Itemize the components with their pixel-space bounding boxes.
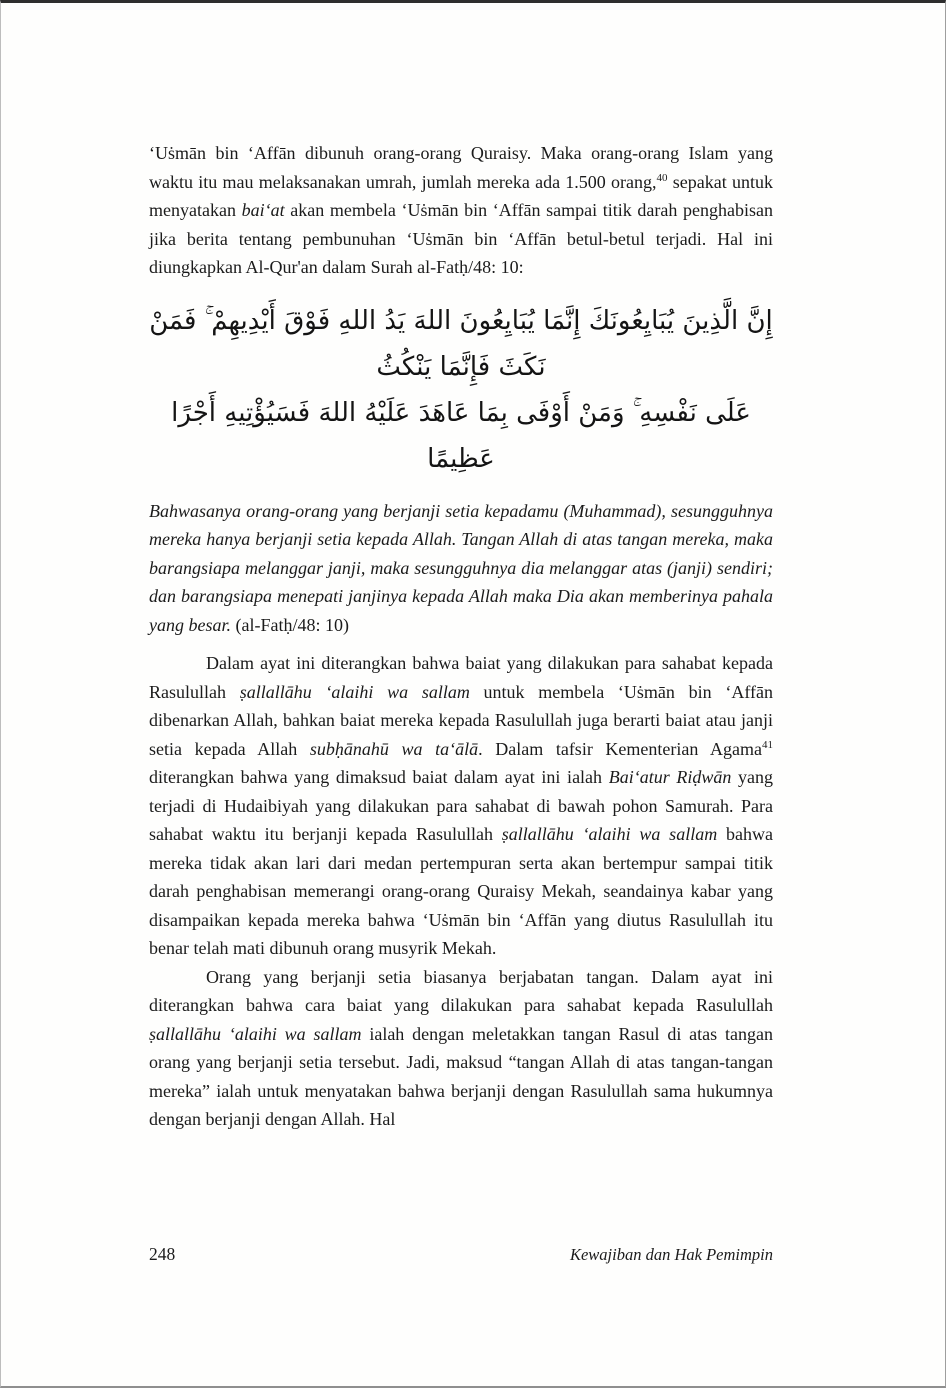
running-title: Kewajiban dan Hak Pemimpin	[569, 1245, 773, 1264]
term-baiatur-ridwan: Bai‘atur Riḍwān	[608, 767, 732, 787]
tafsir-text-4: diterangkan bahwa yang dimaksud baiat dalam ayat ini ialah	[149, 767, 609, 787]
opening-text-1: ‘Uṡmān bin ‘Affān dibunuh orang-orang Quraisy. Maka orang-orang Islam yang waktu itu mau melaksanakan umrah, jumlah mereka ada 1.500 orang,	[149, 143, 773, 192]
tafsir-text-6: bahwa mereka tidak akan lari dari medan pertempuran serta akan bertempur sampai titik darah penghabisan memerangi orang-orang Quraisy Mekah, seandainya kabar yang disampaikan kepada mereka bahwa ‘Uṡmān bin ‘Affān yang diutus Rasulullah itu benar telah mati dibunuh orang musyrik Mekah.	[149, 824, 773, 958]
paragraph-opening	[149, 139, 773, 282]
translation-text: Bahwasanya orang-orang yang berjanji setia kepadamu (Muhammad), sesungguhnya mereka hanya berjanji setia kepada Allah. Tangan Allah di atas tangan mereka, maka barangsiapa melanggar janji, maka sesungguhnya dia melanggar atas (janji) sendiri; dan barangsiapa menepati janjinya kepada Allah maka Dia akan memberinya pahala yang besar.	[149, 500, 773, 635]
translation-reference: (al-Fatḥ/48: 10)	[231, 614, 349, 635]
phrase-sallallahu-3: ṣallallāhu ‘alaihi wa sallam	[149, 1023, 362, 1044]
term-baiat: bai‘at	[241, 200, 285, 220]
footnote-marker-41: 41	[762, 738, 773, 751]
text-column	[149, 139, 773, 1134]
handshake-text-2: ialah dengan meletakkan tangan Rasul di atas tangan orang yang berjanji setia tersebut. Jadi, maksud “tangan Allah di atas tangan-tangan mereka” ialah untuk menyatakan bahwa berjanji dengan Rasulullah sama hukumnya dengan berjanji dengan Allah. Hal	[149, 1023, 773, 1129]
paragraph-tafsir	[149, 649, 773, 963]
quran-verse-line-2: عَلَى نَفْسِهِ ۚ وَمَنْ أَوْفَى بِمَا عَاهَدَ عَلَيْهُ اللهَ فَسَيُؤْتِيهِ أَجْرًا عَظِيمًا	[171, 397, 751, 474]
phrase-sallallahu-1: ṣallallāhu ‘alaihi wa sallam	[239, 681, 470, 702]
tafsir-text-2: untuk membela ‘Uṡmān bin ‘Affān dibenarkan Allah, bahkan baiat mereka kepada Rasulullah juga berarti baiat atau janji setia kepada Allah	[149, 681, 773, 759]
page-footer	[149, 1244, 773, 1265]
page-number: 248	[149, 1244, 176, 1264]
paragraph-handshake	[149, 963, 773, 1134]
footnote-marker-40: 40	[656, 171, 668, 184]
verse-translation	[149, 497, 773, 640]
tafsir-text-3: . Dalam tafsir Kementerian Agama	[478, 738, 762, 759]
opening-text-2: sepakat untuk menyatakan	[149, 171, 773, 220]
handshake-text-1: Orang yang berjanji setia biasanya berjabatan tangan. Dalam ayat ini diterangkan bahwa cara baiat yang dilakukan para sahabat kepada Rasulullah	[149, 966, 773, 1015]
opening-text-3: akan membela ‘Uṡmān bin ‘Affān sampai titik darah penghabisan jika berita tentang pembunuhan ‘Uṡmān bin ‘Affān betul-betul terjadi. Hal ini diungkapkan Al-Qur'an dalam Surah al-Fatḥ/48: 10:	[149, 200, 773, 277]
quran-verse-arabic	[149, 298, 773, 482]
phrase-sallallahu-2: ṣallallāhu ‘alaihi wa sallam	[501, 824, 718, 844]
tafsir-text-5: yang terjadi di Hudaibiyah yang dilakukan para sahabat di bawah pohon Samurah. Para sahabat waktu itu berjanji kepada Rasulullah	[149, 767, 773, 844]
quran-verse-line-1: إِنَّ الَّذِينَ يُبَايِعُونَكَ إِنَّمَا يُبَايِعُونَ اللهَ يَدُ اللهِ فَوْقَ أَيْدِيهِمْ ۚ فَمَنْ نَكَثَ فَإِنَّمَا يَنْكُثُ	[149, 305, 773, 382]
phrase-subhanahu: subḥānahū wa ta‘ālā	[309, 738, 479, 759]
tafsir-text-1: Dalam ayat ini diterangkan bahwa baiat yang dilakukan para sahabat kepada Rasulullah	[149, 653, 773, 702]
